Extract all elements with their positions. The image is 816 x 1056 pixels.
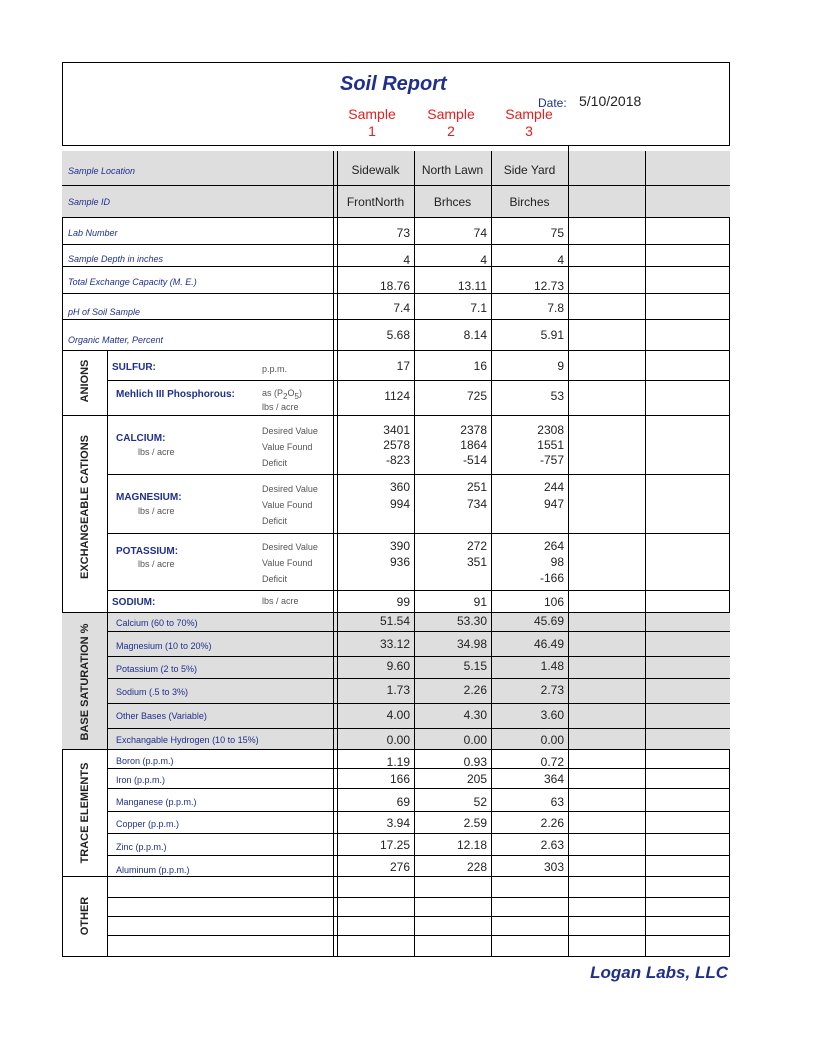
- ph-s2: 7.1: [470, 301, 487, 315]
- base-saturation-row-value-s3: 2.73: [540, 683, 564, 697]
- lab-s1: 73: [396, 226, 410, 240]
- trace-element-row-value-s2: 228: [466, 860, 487, 874]
- ca-found-s3: 1551: [537, 438, 564, 452]
- organic-s2: 8.14: [463, 328, 487, 342]
- potassium-deficit-label: Deficit: [262, 574, 288, 584]
- base-saturation-row-value-s2: 53.30: [456, 614, 487, 628]
- base-saturation-row-value-s1: 9.60: [386, 659, 410, 673]
- divider-label-2: [337, 151, 338, 957]
- ca-deficit-s2: -514: [462, 453, 487, 467]
- trace-element-row-value-s3: 63: [550, 795, 564, 809]
- mg-found-s3: 947: [543, 497, 564, 511]
- trace-element-row-value-s1: 17.25: [379, 838, 410, 852]
- ph-s3: 7.8: [547, 301, 564, 315]
- sample-3-heading: Sample 3: [505, 106, 553, 139]
- mg-found-s1: 994: [389, 497, 410, 511]
- calcium-sub: lbs / acre: [138, 447, 175, 457]
- potassium-desired-label: Desired Value: [262, 542, 318, 552]
- ca-desired-s2: 2378: [460, 423, 487, 437]
- sample-2-heading: Sample 2: [427, 106, 475, 139]
- potassium-found-label: Value Found: [262, 558, 313, 568]
- trace-element-row-value-s2: 2.59: [463, 816, 487, 830]
- magnesium-sub: lbs / acre: [138, 506, 175, 516]
- id-s1: FrontNorth: [346, 195, 405, 209]
- trace-element-row-value-s3: 364: [543, 772, 564, 786]
- row-bg-o1: [107, 877, 730, 898]
- base-saturation-row-value-s1: 4.00: [386, 708, 410, 722]
- depth-s2: 4: [480, 253, 487, 267]
- label-sample-location: Sample Location: [68, 166, 136, 176]
- phos-s1: 1124: [384, 389, 410, 403]
- phos-s3: 53: [550, 389, 564, 403]
- divider-s3: [568, 146, 569, 957]
- base-saturation-row-label: Calcium (60 to 70%): [116, 618, 198, 628]
- base-saturation-row-value-s1: 0.00: [386, 733, 410, 747]
- divider-s4: [645, 151, 646, 957]
- id-s3: Birches: [509, 195, 550, 209]
- label-tec: Total Exchange Capacity (M. E.): [68, 277, 197, 287]
- trace-element-row-value-s1: 3.94: [386, 816, 410, 830]
- mg-desired-s3: 244: [543, 480, 564, 494]
- trace-element-row-value-s1: 1.19: [386, 755, 410, 769]
- trace-element-row-value-s2: 52: [473, 795, 487, 809]
- label-potassium: POTASSIUM:: [116, 546, 179, 557]
- trace-element-row-label: Aluminum (p.p.m.): [116, 865, 190, 875]
- label-magnesium: MAGNESIUM:: [116, 492, 182, 503]
- section-anions: ANIONS: [79, 359, 91, 403]
- base-saturation-row-value-s1: 1.73: [386, 683, 410, 697]
- na-s2: 91: [473, 595, 487, 609]
- magnesium-desired-label: Desired Value: [262, 484, 318, 494]
- trace-element-row-value-s2: 12.18: [456, 838, 487, 852]
- label-depth: Sample Depth in inches: [68, 254, 164, 264]
- ca-desired-s3: 2308: [537, 423, 564, 437]
- base-saturation-row-value-s1: 51.54: [379, 614, 410, 628]
- k-deficit-s3: -166: [539, 571, 564, 585]
- k-desired-s2: 272: [466, 539, 487, 553]
- sulfur-s2: 16: [473, 359, 487, 373]
- section-trace-elements: TRACE ELEMENTS: [79, 762, 91, 864]
- sulfur-s1: 17: [396, 359, 410, 373]
- magnesium-found-label: Value Found: [262, 500, 313, 510]
- base-saturation-row-value-s1: 33.12: [379, 637, 410, 651]
- label-sodium: SODIUM:: [112, 597, 156, 608]
- na-s3: 106: [543, 595, 564, 609]
- organic-s3: 5.91: [540, 328, 564, 342]
- base-saturation-row-value-s3: 0.00: [540, 733, 564, 747]
- mg-found-s2: 734: [466, 497, 487, 511]
- trace-element-row-value-s2: 0.93: [463, 755, 487, 769]
- k-desired-s1: 390: [389, 539, 410, 553]
- k-desired-s3: 264: [543, 539, 564, 553]
- trace-element-row-value-s1: 69: [396, 795, 410, 809]
- trace-element-row-label: Iron (p.p.m.): [116, 775, 166, 785]
- trace-element-row-value-s2: 205: [466, 772, 487, 786]
- ca-deficit-s1: -823: [385, 453, 410, 467]
- label-calcium: CALCIUM:: [116, 433, 166, 444]
- base-saturation-row-value-s3: 45.69: [533, 614, 564, 628]
- tec-s1: 18.76: [379, 279, 410, 293]
- lab-s2: 74: [473, 226, 487, 240]
- location-s2: North Lawn: [421, 163, 484, 177]
- potassium-sub: lbs / acre: [138, 559, 175, 569]
- trace-element-row-value-s3: 2.63: [540, 838, 564, 852]
- ca-desired-s1: 3401: [383, 423, 410, 437]
- lab-s3: 75: [550, 226, 564, 240]
- sample-1-heading: Sample 1: [348, 106, 396, 139]
- section-other: OTHER: [79, 896, 91, 936]
- row-bg-o3: [107, 917, 730, 936]
- location-s3: Side Yard: [503, 163, 556, 177]
- depth-s1: 4: [403, 253, 410, 267]
- base-saturation-row-value-s2: 4.30: [463, 708, 487, 722]
- sodium-unit: lbs / acre: [262, 596, 299, 606]
- depth-s3: 4: [557, 253, 564, 267]
- base-saturation-row-label: Potassium (2 to 5%): [116, 664, 198, 674]
- trace-element-row-value-s3: 2.26: [540, 816, 564, 830]
- mg-desired-s1: 360: [389, 480, 410, 494]
- date-label: Date:: [538, 96, 567, 110]
- calcium-deficit-label: Deficit: [262, 458, 288, 468]
- ca-found-s1: 2578: [383, 438, 410, 452]
- base-saturation-row-label: Sodium (.5 to 3%): [116, 687, 189, 697]
- report-title: Soil Report: [340, 73, 447, 95]
- na-s1: 99: [396, 595, 410, 609]
- tec-s2: 13.11: [457, 279, 487, 293]
- calcium-desired-label: Desired Value: [262, 426, 318, 436]
- calcium-found-label: Value Found: [262, 442, 313, 452]
- trace-element-row-label: Manganese (p.p.m.): [116, 797, 197, 807]
- trace-element-row-label: Copper (p.p.m.): [116, 819, 180, 829]
- base-saturation-row-value-s3: 3.60: [540, 708, 564, 722]
- id-s2: Brhces: [433, 195, 472, 209]
- base-saturation-row-value-s2: 0.00: [463, 733, 487, 747]
- ca-deficit-s3: -757: [539, 453, 564, 467]
- trace-element-row-value-s1: 166: [389, 772, 410, 786]
- company-name: Logan Labs, LLC: [590, 963, 728, 982]
- label-phosphorous: Mehlich III Phosphorous:: [116, 389, 235, 400]
- organic-s1: 5.68: [386, 328, 410, 342]
- label-lab-number: Lab Number: [68, 228, 118, 238]
- trace-element-row-value-s1: 276: [389, 860, 410, 874]
- ph-s1: 7.4: [393, 301, 410, 315]
- k-found-s3: 98: [550, 555, 564, 569]
- base-saturation-row-value-s3: 1.48: [540, 659, 564, 673]
- phosphorous-unit: as $(P_2O_5)$ lbs / acre: [262, 388, 302, 412]
- divider-section: [107, 351, 108, 957]
- divider-label: [333, 151, 334, 957]
- k-found-s1: 936: [389, 555, 410, 569]
- trace-element-row-value-s3: 303: [543, 860, 564, 874]
- base-saturation-row-value-s2: 34.98: [456, 637, 487, 651]
- tec-s3: 12.73: [533, 279, 564, 293]
- divider-s2: [491, 151, 492, 957]
- base-saturation-row-value-s2: 2.26: [463, 683, 487, 697]
- section-cations: EXCHANGEABLE CATIONS: [79, 434, 91, 580]
- location-s1: Sidewalk: [351, 163, 400, 177]
- trace-element-row-label: Boron (p.p.m.): [116, 756, 174, 766]
- label-ph: pH of Soil Sample: [68, 307, 141, 317]
- trace-element-row-label: Zinc (p.p.m.): [116, 842, 167, 852]
- label-sulfur: SULFUR:: [112, 362, 156, 373]
- label-organic: Organic Matter, Percent: [68, 335, 164, 345]
- k-found-s2: 351: [466, 555, 487, 569]
- sulfur-s3: 9: [557, 359, 564, 373]
- ca-found-s2: 1864: [460, 438, 487, 452]
- phos-s2: 725: [466, 389, 487, 403]
- divider-s1: [414, 151, 415, 957]
- magnesium-deficit-label: Deficit: [262, 516, 288, 526]
- base-saturation-row-value-s3: 46.49: [533, 637, 564, 651]
- date-value: 5/10/2018: [579, 93, 642, 109]
- base-saturation-row-value-s2: 5.15: [463, 659, 487, 673]
- row-bg-o2: [107, 898, 730, 917]
- base-saturation-row-label: Magnesium (10 to 20%): [116, 641, 212, 651]
- section-base-saturation: BASE SATURATION %: [79, 623, 91, 741]
- base-saturation-row-label: Other Bases (Variable): [116, 711, 207, 721]
- label-sample-id: Sample ID: [68, 197, 111, 207]
- base-saturation-row-label: Exchangable Hydrogen (10 to 15%): [116, 735, 259, 745]
- sulfur-unit: p.p.m.: [262, 364, 288, 374]
- trace-element-row-value-s3: 0.72: [540, 755, 564, 769]
- mg-desired-s2: 251: [466, 480, 487, 494]
